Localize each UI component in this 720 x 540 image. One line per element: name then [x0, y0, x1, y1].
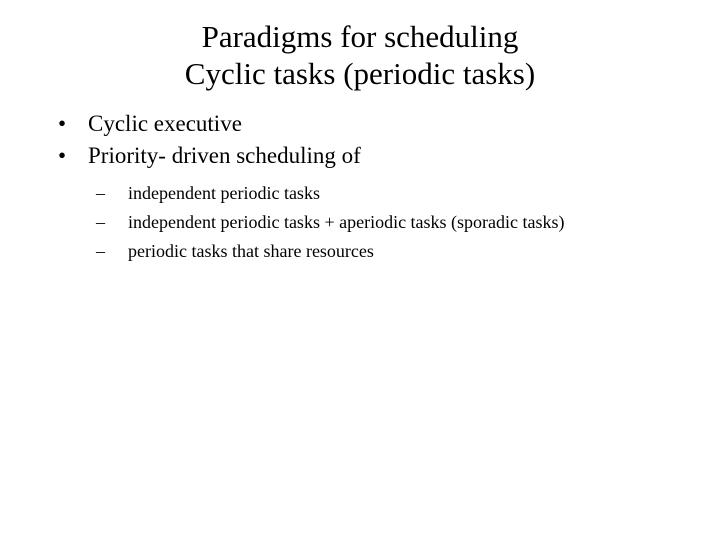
dash-marker: –: [96, 183, 105, 203]
title-line-2: Cyclic tasks (periodic tasks): [184, 56, 536, 91]
dash-marker: –: [96, 212, 105, 232]
bullet-text: Priority- driven scheduling of: [88, 143, 361, 168]
sub-item-text: independent periodic tasks: [128, 183, 320, 203]
title-line-1: Paradigms for scheduling: [201, 19, 519, 54]
bullet-item-cyclic-executive: [58, 108, 698, 140]
dash-marker: –: [96, 241, 105, 261]
slide-title: [0, 18, 720, 92]
bullet-marker: •: [58, 111, 67, 136]
sub-item-independent-periodic: [96, 179, 698, 208]
sub-item-text: independent periodic tasks + aperiodic tasks (sporadic tasks): [128, 212, 565, 232]
sub-item-text: periodic tasks that share resources: [128, 241, 374, 261]
bullet-marker: •: [58, 143, 67, 168]
bullet-item-priority-driven: [58, 140, 698, 266]
sub-bullet-list: [88, 179, 698, 266]
sub-item-shared-resources: [96, 237, 698, 266]
bullet-list: [58, 108, 698, 266]
sub-item-periodic-plus-aperiodic: [96, 208, 698, 237]
bullet-text: Cyclic executive: [88, 111, 242, 136]
